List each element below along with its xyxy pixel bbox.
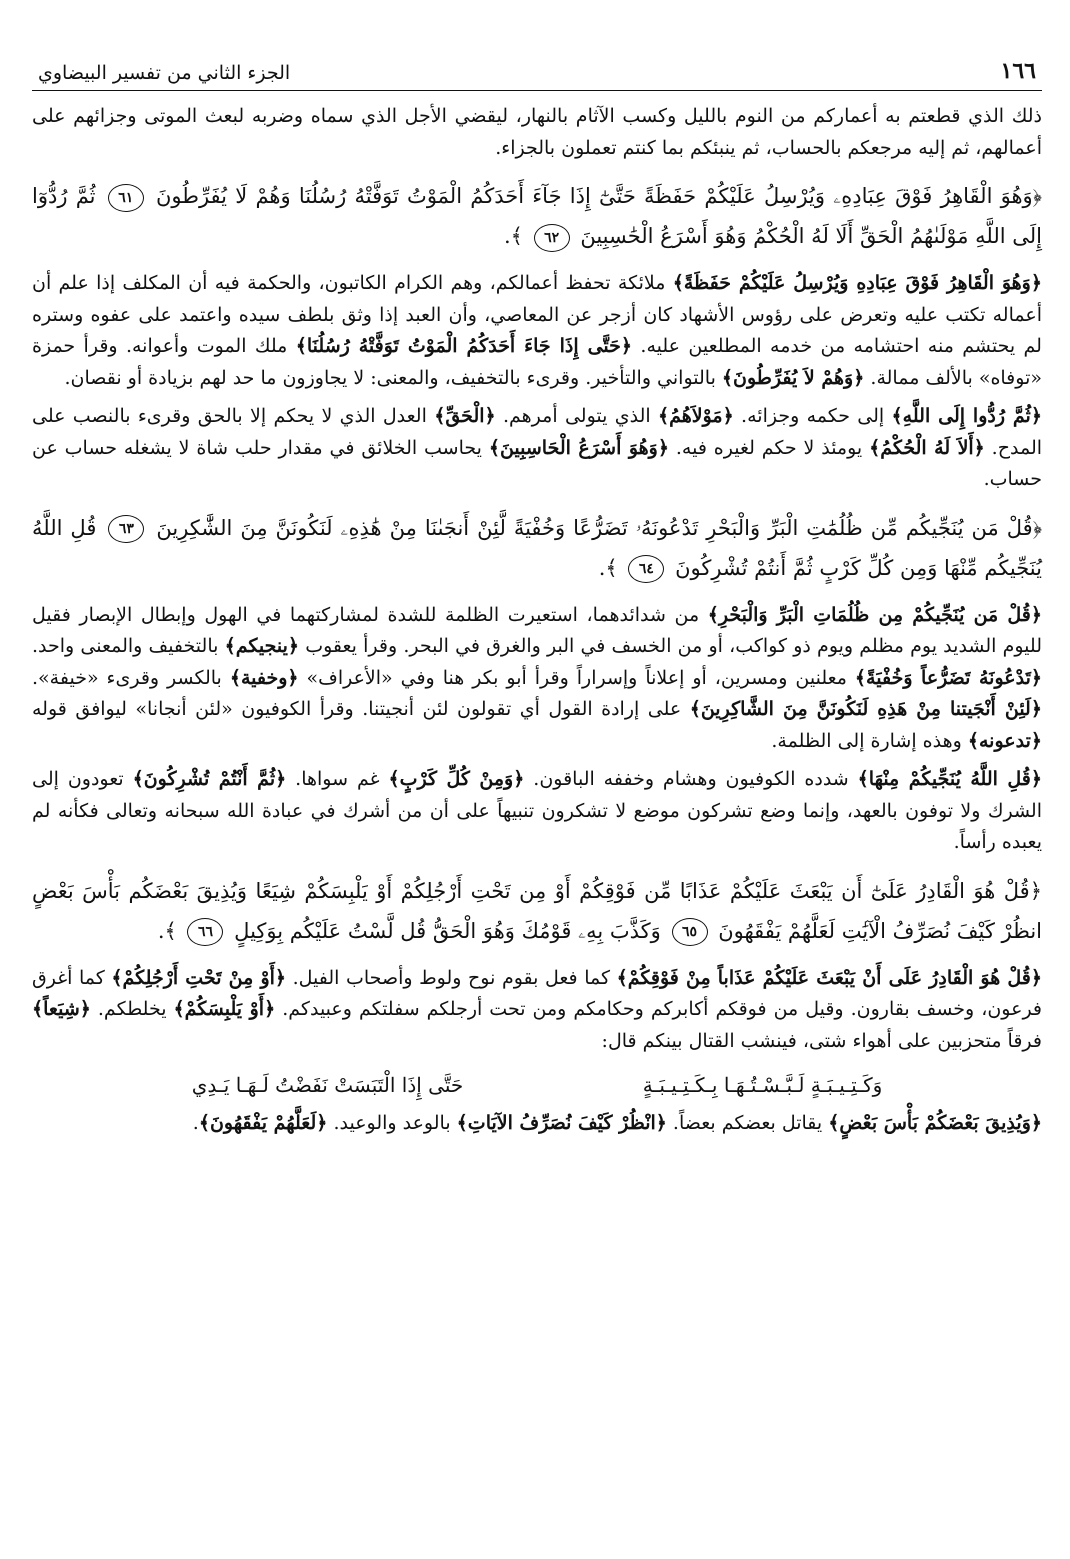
quote: ﴿تدعونه﴾	[967, 729, 1042, 752]
quote: ﴿ثُمَّ رُدُّوا إِلَى اللَّهِ﴾	[891, 405, 1042, 427]
verse-number-marker: ٦٤	[628, 555, 664, 583]
verse-text: ثُمَّ رُدُّوٓا إِلَى اللَّهِ مَوْلَىٰهُمُ الْحَقِّ أَلَا لَهُ الْحُكْمُ وَهُوَ أَسْرَعُ الْحَٰسِبِينَ	[32, 184, 1042, 248]
quran-verses-65-66	[32, 871, 1042, 951]
quote: ﴿وَهُوَ أَسْرَعُ الْحَاسِبِينَ﴾	[488, 436, 669, 459]
poem-first-hemistich: وَكَـتِـيـبَـةٍ لَـبَّـسْـتُـهَـا بِـكَـتِـيـبَـةٍ	[642, 1073, 883, 1097]
commentary-paragraph-2	[32, 268, 1042, 394]
quote: ﴿أَلاَ لَهُ الْحُكْمُ﴾	[869, 436, 985, 459]
poetry-verse	[32, 1064, 1042, 1108]
verse-text: ﴿وَهُوَ الْقَاهِرُ فَوْقَ عِبَادِهِۦ وَيُرْسِلُ عَلَيْكُمْ حَفَظَةً حَتَّىٰٓ إِذَا جَآءَ أَحَدَكُمُ الْمَوْتُ تَوَفَّتْهُ رُسُلُنَا وَهُمْ لَا يُفَرِّطُونَ	[155, 184, 1042, 208]
commentary-text: يحاسب الخلائق في مقدار حلب شاة لا يشغله حساب عن حساب.	[32, 436, 1042, 490]
quote: ﴿لَئِنْ أَنْجَيتنا مِنْ هَذِهِ لَنَكُونَنَّ مِنَ الشَّاكِرِينَ﴾	[689, 698, 1042, 720]
verse-text: قُلِ اللَّهُ يُنَجِّيكُم مِّنْهَا وَمِن كُلِّ كَرْبٍ ثُمَّ أَنتُمْ تُشْرِكُونَ	[32, 515, 1042, 580]
commentary-paragraph-3	[32, 401, 1042, 496]
commentary-text: فرقاً متحزبين على أهواء شتى، فينشب القتال بينكم قال:	[601, 1029, 1042, 1052]
commentary-text: يقاتل بعضكم بعضاً.	[666, 1112, 829, 1134]
verse-number-marker: ٦٥	[672, 918, 708, 946]
verse-number-marker: ٦٣	[108, 515, 144, 543]
verse-end: ﴾.	[157, 918, 177, 943]
quote: ﴿قُلِ اللَّهُ يُنَجِّيكُمْ مِنْهَا﴾	[857, 768, 1043, 790]
commentary-paragraph-6	[32, 963, 1042, 1058]
commentary-paragraph-4	[32, 600, 1042, 758]
commentary-text: بالتواني والتأخير. وقرىء بالتخفيف، والمعنى: لا يجاوزون ما حد لهم بزيادة أو نقصان.	[64, 366, 722, 389]
verse-text: ﴿قُلْ هُوَ الْقَادِرُ عَلَىٰٓ أَن يَبْعَثَ عَلَيْكُمْ عَذَابًا مِّن فَوْقِكُمْ أَوْ مِن تَحْتِ أَرْجُلِكُمْ أَوْ يَلْبِسَكُمْ شِيَعًا وَيُذِيقَ بَعْضَكُم بَأْسَ بَعْضٍ انظُرْ كَيْفَ نُصَرِّفُ الْآيَٰتِ لَعَلَّهُمْ يَفْقَهُونَ	[32, 878, 1042, 943]
page-number: ١٦٦	[1000, 58, 1036, 84]
commentary-text: بالكسر وقرىء «خيفة».	[32, 666, 230, 689]
commentary-text: العدل الذي لا يحكم إلا بالحق وقرىء بالنصب على المدح.	[32, 405, 1043, 459]
quote: ﴿وخفية﴾	[229, 666, 299, 689]
commentary-text: الذي يتولى أمرهم.	[495, 405, 658, 427]
commentary-text: إلى حكمه وجزائه.	[733, 405, 892, 427]
verse-number-marker: ٦٢	[534, 224, 570, 252]
commentary-paragraph-1: ذلك الذي قطعتم به أعماركم من النوم بالليل وكسب الآثام بالنهار، ليقضي الأجل الذي سماه وضربه لبعث الموتى وجزائهم على أعمالهم، ثم إليه مرجعكم بالحساب، ثم ينبئكم بما كنتم تعملون بالجزاء.	[32, 105, 1042, 159]
commentary-text: يخلطكم.	[90, 998, 174, 1020]
commentary-text: ملائكة تحفظ أعمالكم، وهم الكرام الكاتبون، والحكمة فيه أن المكلف إذا علم أن أعماله تكتب عليه وتعرض على رؤوس الأشهاد كان أزجر عن المعاصي، وأن العبد إذا وثق بلطف سيده واعتمد على عفوه وستره لم يحتشم منه احتشامه من خدمه المطلعين عليه.	[32, 272, 1042, 357]
quote: ﴿وَيُذِيقَ بَعْضَكُمْ بَأْسَ بَعْضٍ﴾	[828, 1112, 1042, 1134]
quote: ﴿لَعَلَّهُمْ يَفْقَهُونَ﴾	[198, 1112, 328, 1134]
commentary-text: كما فعل بقوم نوح ولوط وأصحاب الفيل.	[286, 966, 617, 989]
commentary-text: ملك الموت وأعوانه. وقرأ حمزة «توفاه» بالألف ممالة.	[32, 335, 1042, 389]
commentary-text: وهذه إشارة إلى الظلمة.	[771, 729, 968, 752]
poem-second-hemistich: حَتَّى إِذَا الْتَبَسَتْ نَفَضْتُ لَـهَـا يَـدِي	[191, 1073, 464, 1097]
verse-text: ﴿قُلْ مَن يُنَجِّيكُم مِّن ظُلُمَٰتِ الْبَرِّ وَالْبَحْرِ تَدْعُونَهُۥ تَضَرُّعًا وَخُفْيَةً لَّئِنْ أَنجَىٰنَا مِنْ هَٰذِهِۦ لَنَكُونَنَّ مِنَ الشَّٰكِرِينَ	[156, 515, 1043, 540]
commentary-text: غم سواها.	[286, 768, 389, 790]
running-header	[32, 58, 1042, 90]
commentary-text: بالوعد والوعيد.	[327, 1112, 457, 1134]
quote: ﴿ينجيكم﴾	[224, 635, 300, 657]
verse-number-marker: ٦٦	[187, 918, 223, 946]
quran-verses-61-62	[32, 176, 1042, 256]
commentary-text: كما أغرق فرعون، وخسف بقارون. وقيل من فوقكم أكابركم وحكامكم ومن تحت أرجلكم سفلتكم وعبيدكم.	[32, 966, 1043, 1020]
quote: ﴿مَوْلاَهُمُ﴾	[657, 405, 734, 427]
quote: ﴿الْحَقِّ﴾	[434, 405, 496, 427]
quote: ﴿قُلْ هُوَ الْقَادِرُ عَلَى أَنْ يَبْعَثَ عَلَيْكُمْ عَذَاباً مِنْ فَوْقِكُمْ﴾	[616, 966, 1043, 989]
quote: ﴿وَهُوَ الْقَاهِرُ فَوْقَ عِبَادِهِ وَيُرْسِلُ عَلَيْكُمْ حَفَظَةً﴾	[672, 272, 1042, 294]
commentary-text: .	[192, 1112, 199, 1134]
quote: ﴿وَمِنْ كُلِّ كَرْبٍ﴾	[388, 768, 525, 790]
header-rule	[32, 90, 1042, 91]
verse-text: وَكَذَّبَ بِهِۦ قَوْمُكَ وَهُوَ الْحَقُّ قُل لَّسْتُ عَلَيْكُم بِوَكِيلٍ	[234, 918, 661, 943]
quote: ﴿قُلْ مَن يُنَجِّيكُمْ مِن ظُلُمَاتِ الْبَرِّ وَالْبَحْرِ﴾	[707, 603, 1042, 626]
commentary-text: من شدائدهما، استعيرت الظلمة للشدة لمشاركتهما في الهول وإبطال الإبصار فقيل لليوم الشديد يوم مظلم ويوم ذو كواكب، أو من الخسف في البر والغرق في البحر. وقرأ يعقوب	[32, 603, 1042, 657]
quote: ﴿تَدْعُونَهُ تَضَرُّعاً وَخُفْيَةً﴾	[854, 666, 1042, 689]
commentary-text: معلنين ومسرين، أو إعلاناً وإسراراً وقرأ أبو بكر هنا وفي «الأعراف»	[298, 666, 855, 689]
quote: ﴿ثُمَّ أَنْتُمْ تُشْرِكُونَ﴾	[132, 768, 287, 790]
commentary-text: على إرادة القول أي تقولون لئن أنجيتنا. وقرأ الكوفيون «لئن أنجانا» ليوافق قوله	[32, 698, 690, 720]
commentary-paragraph-5	[32, 764, 1042, 859]
commentary-text: شدده الكوفيون وهشام وخففه الباقون.	[524, 768, 858, 790]
quote: ﴿وَهُمْ لاَ يُفَرِّطُونَ﴾	[721, 366, 865, 389]
verse-end: ﴾.	[503, 224, 523, 248]
verse-number-marker: ٦١	[108, 184, 144, 212]
commentary-text: يومئذ لا حكم لغيره فيه.	[668, 436, 870, 459]
commentary-paragraph-7	[32, 1108, 1042, 1140]
document-page	[32, 58, 1042, 1147]
running-title: الجزء الثاني من تفسير البيضاوي	[38, 62, 291, 84]
quote: ﴿أَوْ يَلْبِسَكُمْ﴾	[173, 998, 276, 1020]
quote: ﴿أَوْ مِنْ تَحْتِ أَرْجُلِكُمْ﴾	[111, 966, 287, 989]
quote: ﴿حَتَّى إِذَا جَاءَ أَحَدَكُمُ الْمَوْتُ تَوَفَّتْهُ رُسُلُنَا﴾	[295, 335, 633, 357]
commentary-text: بالتخفيف والمعنى واحد.	[32, 635, 225, 657]
verse-end: ﴾.	[598, 555, 618, 580]
quote: ﴿شِيَعاً﴾	[32, 998, 91, 1020]
quote: ﴿انْظُرْ كَيْفَ نُصَرِّفُ الآيَاتِ﴾	[456, 1112, 667, 1134]
commentary-text: تعودون إلى الشرك ولا توفون بالعهد، وإنما وضع تشركون موضع لا تشكرون تنبيهاً على أن من أشرك في عبادة الله سبحانه وتعالى فكأنه لم يعبده رأساً.	[32, 768, 1042, 853]
quran-verses-63-64	[32, 508, 1042, 588]
